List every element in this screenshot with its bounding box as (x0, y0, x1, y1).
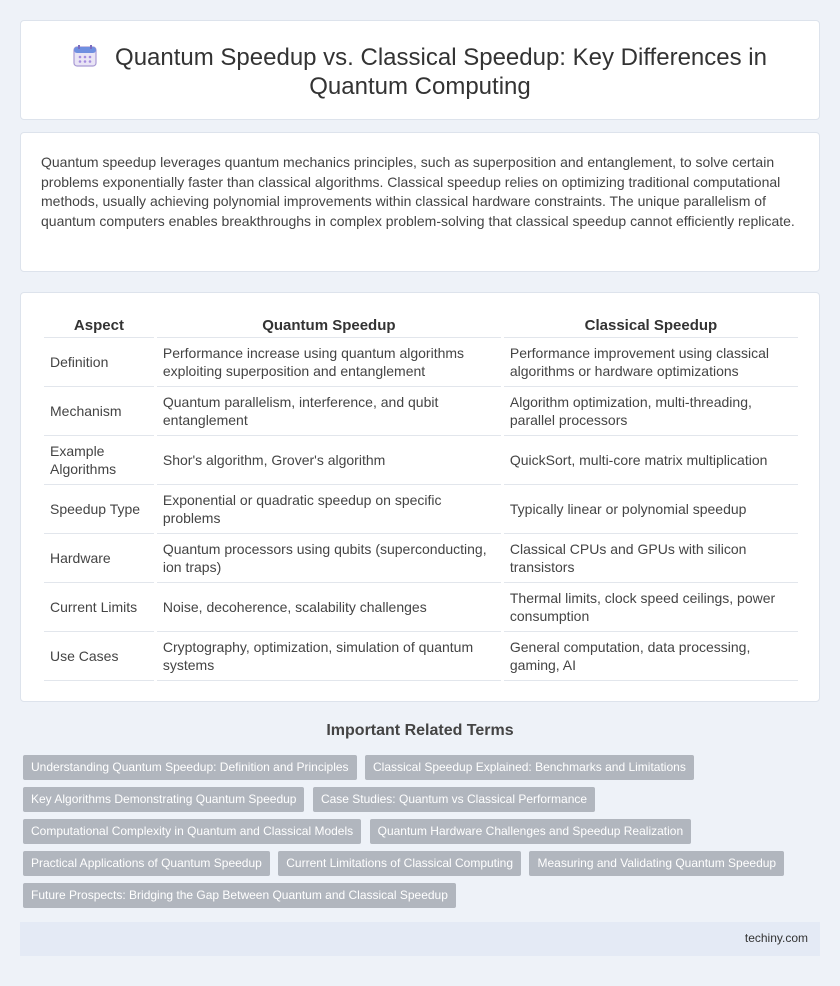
row-classical: Performance improvement using classical algorithms or hardware optimizations (504, 338, 798, 387)
table-row (44, 436, 798, 485)
table-row (44, 387, 798, 436)
title-line-1: Quantum Speedup vs. Classical Speedup: Key Differences in (115, 44, 767, 71)
row-classical: QuickSort, multi-core matrix multiplication (504, 436, 798, 485)
table-row (44, 485, 798, 534)
row-classical: Typically linear or polynomial speedup (504, 485, 798, 534)
header-aspect: Aspect (44, 315, 154, 338)
related-term-tag[interactable]: Current Limitations of Classical Computing (278, 851, 521, 876)
row-aspect: Example Algorithms (44, 436, 154, 485)
row-quantum: Cryptography, optimization, simulation of quantum systems (157, 632, 501, 681)
calendar-icon (73, 45, 97, 67)
row-quantum: Exponential or quadratic speedup on specific problems (157, 485, 501, 534)
row-aspect: Use Cases (44, 632, 154, 681)
related-term-tag[interactable]: Quantum Hardware Challenges and Speedup Realization (370, 819, 692, 844)
footer-site-link[interactable]: techiny.com (744, 931, 808, 945)
comparison-table-card (20, 292, 820, 702)
table-row (44, 583, 798, 632)
table-row (44, 632, 798, 681)
related-term-tag[interactable]: Practical Applications of Quantum Speedup (23, 851, 270, 876)
related-terms-list (23, 755, 803, 915)
row-classical: Thermal limits, clock speed ceilings, power consumption (504, 583, 798, 632)
related-term-tag[interactable]: Understanding Quantum Speedup: Definition and Principles (23, 755, 357, 780)
comparison-table (41, 315, 801, 681)
table-header-row (44, 315, 798, 338)
row-aspect: Definition (44, 338, 154, 387)
row-quantum: Quantum parallelism, interference, and qubit entanglement (157, 387, 501, 436)
row-classical: General computation, data processing, gaming, AI (504, 632, 798, 681)
table-row (44, 338, 798, 387)
row-aspect: Mechanism (44, 387, 154, 436)
title-line-2: Quantum Computing (309, 73, 531, 100)
related-term-tag[interactable]: Classical Speedup Explained: Benchmarks and Limitations (365, 755, 694, 780)
row-quantum: Quantum processors using qubits (superconducting, ion traps) (157, 534, 501, 583)
row-aspect: Hardware (44, 534, 154, 583)
header-classical: Classical Speedup (504, 315, 798, 338)
row-quantum: Shor's algorithm, Grover's algorithm (157, 436, 501, 485)
table-row (44, 534, 798, 583)
intro-card (20, 132, 820, 272)
intro-paragraph: Quantum speedup leverages quantum mechanics principles, such as superposition and entanglement, to solve certain problems exponentially faster than classical algorithms. Classical speedup relies on optimizing traditional computational methods, usually achieving polynomial improvements within classical hardware constraints. The unique parallelism of quantum computers enables breakthroughs in complex problem-solving that classical speedup cannot efficiently replicate. (41, 154, 795, 229)
page-title (61, 43, 779, 101)
row-aspect: Current Limits (44, 583, 154, 632)
row-classical: Algorithm optimization, multi-threading, parallel processors (504, 387, 798, 436)
related-terms-title: Important Related Terms (326, 722, 514, 739)
related-term-tag[interactable]: Measuring and Validating Quantum Speedup (529, 851, 784, 876)
row-quantum: Performance increase using quantum algorithms exploiting superposition and entanglement (157, 338, 501, 387)
related-term-tag[interactable]: Key Algorithms Demonstrating Quantum Speedup (23, 787, 304, 812)
related-term-tag[interactable]: Future Prospects: Bridging the Gap Between Quantum and Classical Speedup (23, 883, 456, 908)
header-card (20, 20, 820, 120)
related-term-tag[interactable]: Case Studies: Quantum vs Classical Performance (313, 787, 595, 812)
footer (20, 922, 820, 956)
related-term-tag[interactable]: Computational Complexity in Quantum and Classical Models (23, 819, 361, 844)
row-classical: Classical CPUs and GPUs with silicon transistors (504, 534, 798, 583)
row-quantum: Noise, decoherence, scalability challenges (157, 583, 501, 632)
header-quantum: Quantum Speedup (157, 315, 501, 338)
row-aspect: Speedup Type (44, 485, 154, 534)
